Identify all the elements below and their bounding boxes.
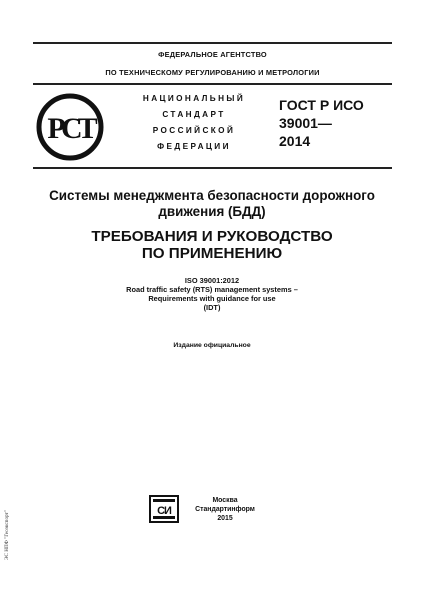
identical-marker: (IDT) bbox=[203, 303, 221, 312]
header-rule bbox=[33, 83, 392, 85]
standard-code-line-2: 39001— bbox=[279, 115, 332, 131]
block-rule bbox=[33, 167, 392, 169]
publication-year: 2015 bbox=[217, 515, 233, 522]
standartinform-logo bbox=[149, 495, 179, 523]
top-rule bbox=[33, 42, 392, 44]
standard-code-line-1: ГОСТ Р ИСО bbox=[279, 97, 364, 113]
standard-word: СТАНДАРТ bbox=[162, 110, 226, 119]
english-title-line-2: Requirements with guidance for use bbox=[148, 294, 276, 303]
national-word: НАЦИОНАЛЬНЫЙ bbox=[142, 94, 246, 103]
russian-word: РОССИЙСКОЙ bbox=[152, 126, 236, 135]
publisher-logo-letters: СИ bbox=[157, 505, 171, 517]
publisher-city: Москва bbox=[212, 497, 238, 504]
title-main-line-1: ТРЕБОВАНИЯ И РУКОВОДСТВО bbox=[91, 228, 333, 245]
side-stamp: ЭС НПФ "Геоэкспорт" bbox=[4, 510, 10, 560]
gost-logo-letters: РСТ bbox=[47, 112, 93, 145]
title-subject-line-2: движения (БДД) bbox=[158, 204, 266, 219]
federation-word: ФЕДЕРАЦИИ bbox=[157, 142, 231, 151]
agency-name-line-1: ФЕДЕРАЛЬНОЕ АГЕНТСТВО bbox=[158, 50, 267, 59]
publisher-name: Стандартинформ bbox=[195, 506, 255, 513]
standard-code-line-3: 2014 bbox=[279, 133, 311, 149]
standartinform-logo-icon bbox=[149, 495, 179, 523]
agency-name-line-2: ПО ТЕХНИЧЕСКОМУ РЕГУЛИРОВАНИЮ И МЕТРОЛОГИИ bbox=[105, 68, 320, 77]
iso-reference: ISO 39001:2012 bbox=[184, 276, 240, 285]
gost-r-logo-icon bbox=[36, 93, 104, 161]
gost-r-logo bbox=[36, 93, 104, 161]
edition-label: Издание официальное bbox=[173, 342, 251, 349]
title-main-line-2: ПО ПРИМЕНЕНИЮ bbox=[141, 245, 283, 262]
title-subject-line-1: Системы менеджмента безопасности дорожного bbox=[49, 188, 375, 203]
english-title-line-1: Road traffic safety (RTS) management systems – bbox=[126, 285, 298, 294]
